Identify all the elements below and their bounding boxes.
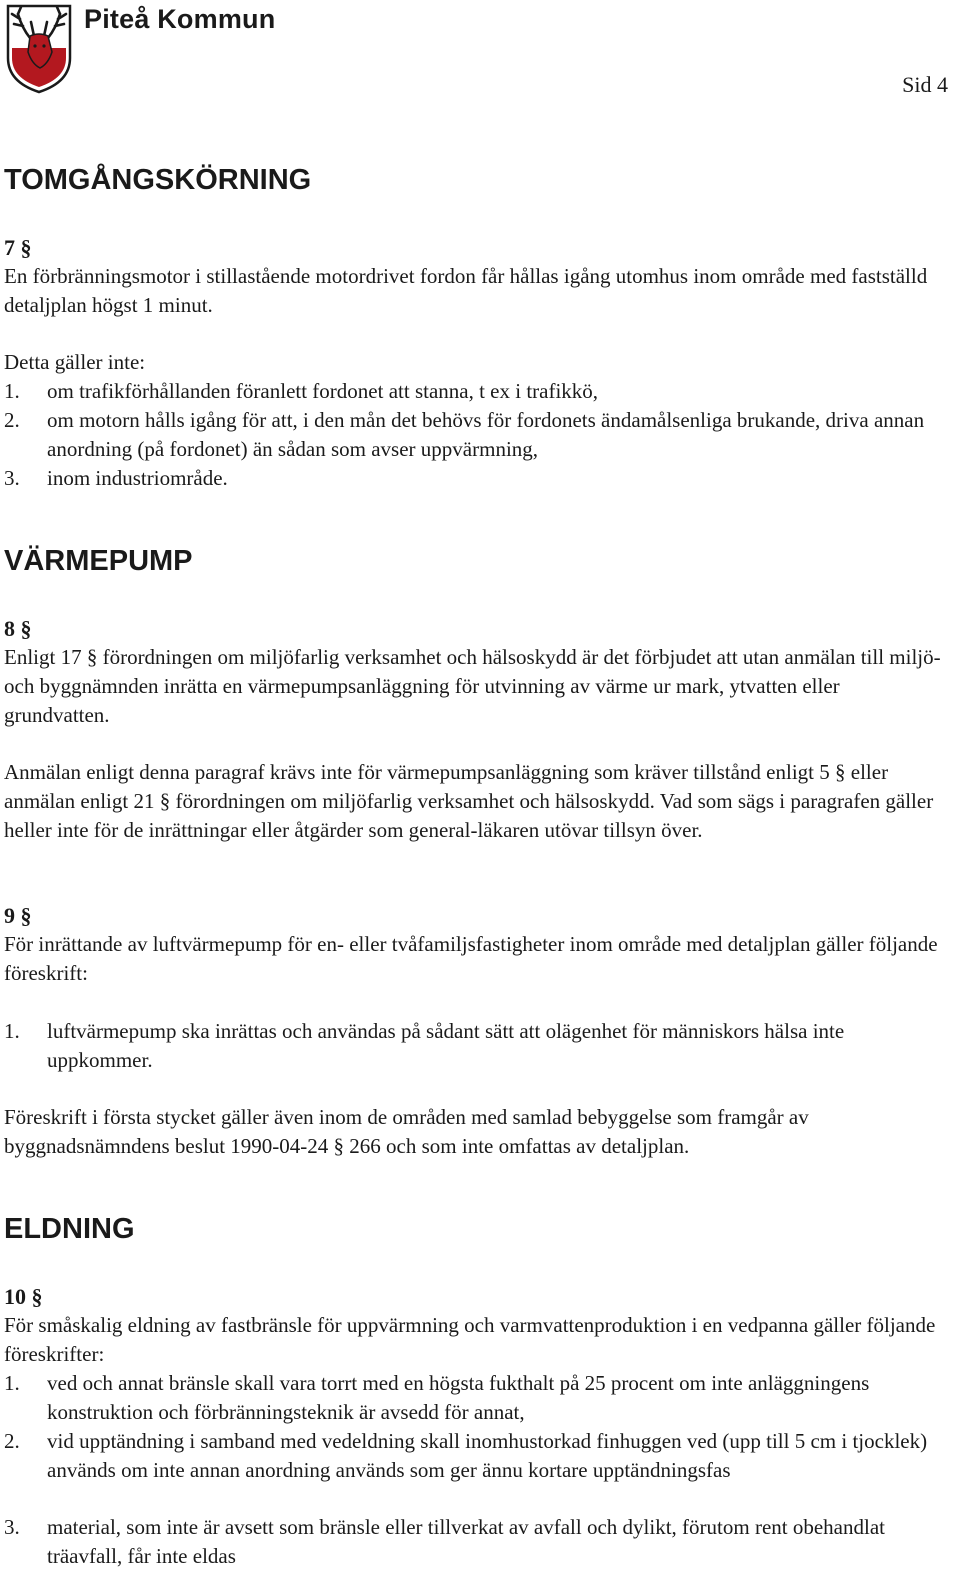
list-item-text: material, som inte är avsett som bränsle eller tillverkat av avfall och dylikt, förutom rent obehandlat träavfall, får inte eldas — [47, 1515, 885, 1568]
list-item — [4, 1427, 948, 1485]
paragraph-number-9: 9 § — [4, 903, 32, 928]
paragraph-8-text: Enligt 17 § förordningen om miljöfarlig verksamhet och hälsoskydd är det förbjudet att utan anmälan till miljö- och byggnämnden inrätta en värmepumpsanläggning för utvinning av värme ur mark, ytvatten eller grundvatten. — [4, 645, 941, 727]
paragraph-number-8: 8 § — [4, 616, 32, 641]
list-item-number: 2. — [4, 1429, 20, 1453]
list-item — [4, 377, 948, 406]
list-item — [4, 1369, 948, 1427]
list-item-text: vid upptändning i samband med vedeldning skall inomhustorkad finhuggen ved (upp till 5 cm i tjocklek) används om inte annan anordning används som ger ännu kortare upptändningsfas — [47, 1429, 928, 1482]
list-item-text: om motorn hålls igång för att, i den mån det behövs för fordonets ändamålsenliga brukande, driva annan anordning (på fordonet) än sådan som avser uppvärmning, — [47, 408, 925, 461]
paragraph-7-exceptions-intro: Detta gäller inte: — [4, 350, 146, 374]
list-item-text: inom industriområde. — [47, 466, 228, 490]
organization-name: Piteå Kommun — [84, 4, 276, 34]
list-item-number: 1. — [4, 1371, 20, 1395]
paragraph-9-text: För inrättande av luftvärmepump för en- eller tvåfamiljsfastigheter inom område med detaljplan gäller följande föreskrift: — [4, 932, 938, 985]
paragraph-7-text: En förbränningsmotor i stillastående motordrivet fordon får hållas igång utomhus inom område med fastställd detaljplan högst 1 minut. — [4, 264, 928, 317]
list-item — [4, 1513, 948, 1571]
paragraph-number-7: 7 § — [4, 235, 32, 260]
list-item — [4, 1017, 948, 1075]
list-item-number: 1. — [4, 379, 20, 403]
section-heading-eldning: ELDNING — [4, 1213, 135, 1245]
list-item-text: ved och annat bränsle skall vara torrt med en högsta fukthalt på 25 procent om inte anläggningens konstruktion och förbränningsteknik är avsedd för annat, — [47, 1371, 870, 1424]
list-item-number: 3. — [4, 466, 20, 490]
list-item — [4, 406, 948, 464]
list-item-number: 1. — [4, 1019, 20, 1043]
paragraph-number-10: 10 § — [4, 1284, 43, 1309]
section-heading-varmepump: VÄRMEPUMP — [4, 545, 193, 577]
list-item-text: luftvärmepump ska inrättas och användas på sådant sätt att olägenhet för människors hälsa inte uppkommer. — [47, 1019, 845, 1072]
municipal-coat-of-arms-logo — [4, 2, 74, 94]
paragraph-8-exemption-text: Anmälan enligt denna paragraf krävs inte för värmepumpsanläggning som kräver tillstånd enligt 5 § eller anmälan enligt 21 § förordningen om miljöfarlig verksamhet och hälsoskydd. Vad som sägs i paragrafen gäller heller inte för de inrättningar eller åtgärder som general-läkaren utövar tillsyn över. — [4, 760, 934, 842]
list-item — [4, 464, 948, 493]
paragraph-10-text: För småskalig eldning av fastbränsle för uppvärmning och varmvattenproduktion i en vedpanna gäller följande föreskrifter: — [4, 1313, 936, 1366]
list-item-number: 2. — [4, 408, 20, 432]
page-number: Sid 4 — [902, 72, 948, 97]
list-item-text: om trafikförhållanden föranlett fordonet att stanna, t ex i trafikkö, — [47, 379, 599, 403]
paragraph-9-note: Föreskrift i första stycket gäller även inom de områden med samlad bebyggelse som framgår av byggnadsnämndens beslut 1990-04-24 § 266 och som inte omfattas av detaljplan. — [4, 1105, 809, 1158]
section-heading-tomgangskorning: TOMGÅNGSKÖRNING — [4, 164, 312, 196]
list-item-number: 3. — [4, 1515, 20, 1539]
